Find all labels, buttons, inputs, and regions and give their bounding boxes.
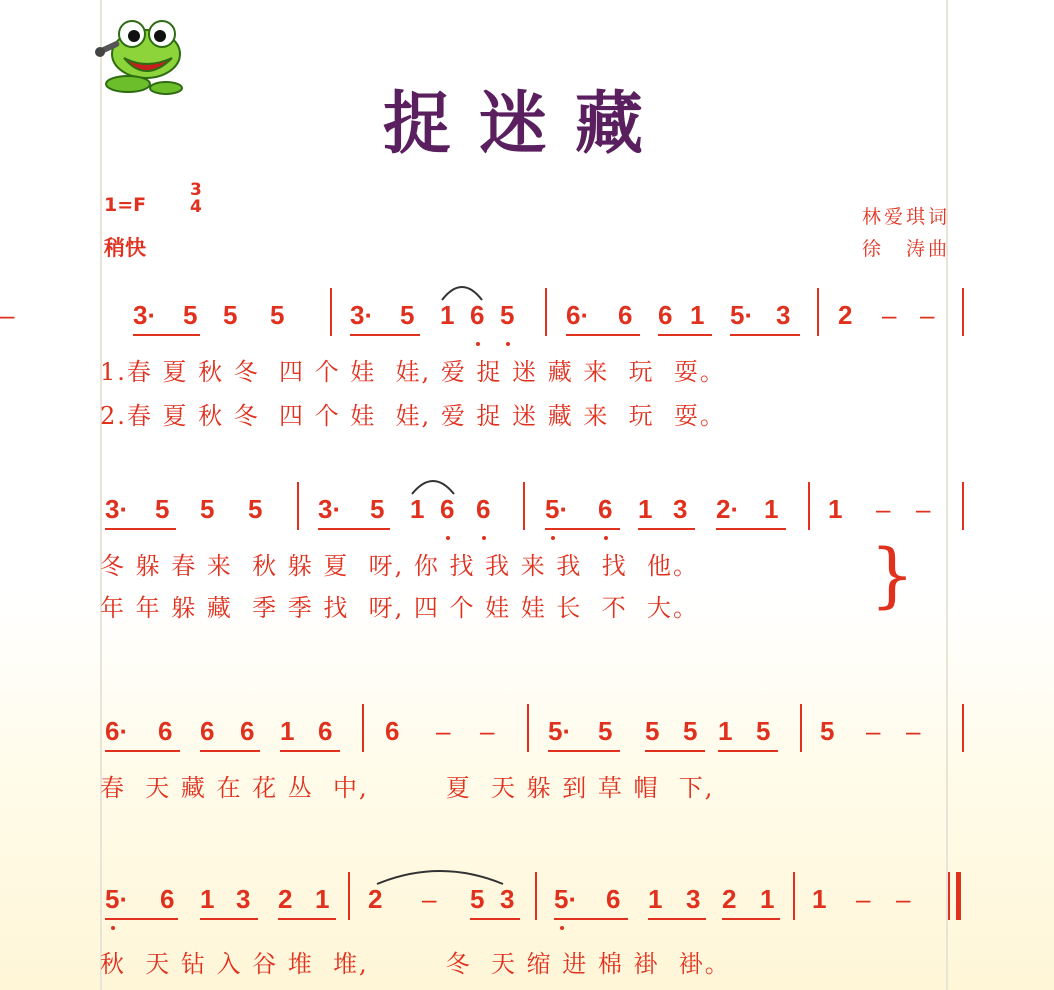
beam-underline [105, 918, 178, 920]
jianpu-note: 6 [318, 716, 333, 746]
bar-line [297, 482, 299, 530]
jianpu-note: 6 [598, 494, 613, 524]
bar-line [817, 288, 819, 336]
jianpu-note: 5 [683, 716, 698, 746]
jianpu-note: 5 [400, 300, 415, 330]
jianpu-note: 5 [500, 300, 515, 330]
beam-underline [318, 528, 390, 530]
sustain-dash: – [876, 494, 891, 524]
jianpu-note: 6 [606, 884, 621, 914]
jianpu-note: 5 [200, 494, 215, 524]
slur-tie [410, 474, 456, 496]
jianpu-note: 5 [470, 884, 485, 914]
song-title: 捉迷藏 [382, 85, 671, 164]
lyricist-credit: 林爱琪词 [862, 206, 951, 228]
jianpu-note: 6· [105, 716, 129, 746]
beam-underline [200, 918, 258, 920]
jianpu-note: 3· [133, 300, 157, 330]
beam-underline [470, 918, 520, 920]
sustain-dash: – [436, 716, 451, 746]
beam-underline [105, 750, 180, 752]
low-octave-dot [111, 926, 115, 930]
sustain-dash: – [916, 494, 931, 524]
lyric-line: 1.春 夏 秋 冬 四 个 娃 娃, 爱 捉 迷 藏 来 玩 耍。 [100, 358, 726, 386]
lyric-line: 春 天 藏 在 花 丛 中, 夏 天 躲 到 草 帽 下, [100, 774, 715, 802]
jianpu-note: 6 [658, 300, 673, 330]
jianpu-note: 1 [280, 716, 295, 746]
jianpu-note: 1 [638, 494, 653, 524]
jianpu-note: 6 [160, 884, 175, 914]
jianpu-note: 1 [764, 494, 779, 524]
beam-underline [350, 334, 420, 336]
jianpu-note: 5· [730, 300, 754, 330]
jianpu-note: 6 [476, 494, 491, 524]
final-bar-line-thick [956, 872, 961, 920]
jianpu-note: 3 [500, 884, 515, 914]
bar-line [527, 704, 529, 752]
bar-line [362, 704, 364, 752]
beam-underline [554, 918, 628, 920]
beam-underline [548, 750, 620, 752]
jianpu-note: 3 [776, 300, 791, 330]
jianpu-note: 3 [673, 494, 688, 524]
jianpu-note: 1 [812, 884, 827, 914]
beam-underline [722, 918, 780, 920]
slur-tie [440, 280, 484, 302]
slur-tie [375, 864, 505, 886]
lyric-line: 冬 躲 春 来 秋 躲 夏 呀, 你 找 我 来 我 找 他。 [100, 552, 699, 580]
beam-underline [658, 334, 712, 336]
beam-underline [105, 528, 176, 530]
jianpu-note: 1 [690, 300, 705, 330]
final-bar-line-thin [948, 872, 950, 920]
beam-underline [645, 750, 705, 752]
bar-line [962, 288, 964, 336]
jianpu-note: 3· [105, 494, 129, 524]
verse-brace: } [870, 534, 915, 616]
jianpu-note: 5 [756, 716, 771, 746]
low-octave-dot [476, 342, 480, 346]
jianpu-note: 3 [236, 884, 251, 914]
sustain-dash: – [882, 300, 897, 330]
jianpu-note: 5 [645, 716, 660, 746]
beam-underline [566, 334, 640, 336]
jianpu-note: 6 [440, 494, 455, 524]
bar-line [535, 872, 537, 920]
jianpu-note: 6 [200, 716, 215, 746]
jianpu-note: 3· [350, 300, 374, 330]
beam-underline [278, 918, 336, 920]
jianpu-note: 5 [270, 300, 285, 330]
jianpu-note: 2 [838, 300, 853, 330]
jianpu-note: 6 [158, 716, 173, 746]
beam-underline [716, 528, 786, 530]
jianpu-note: 6· [566, 300, 590, 330]
sustain-dash: – [422, 884, 437, 914]
beam-underline [730, 334, 800, 336]
jianpu-note: 5· [105, 884, 129, 914]
lyric-line: 年 年 躲 藏 季 季 找 呀, 四 个 娃 娃 长 不 大。 [100, 594, 699, 622]
bar-line [800, 704, 802, 752]
sustain-dash: – [896, 884, 911, 914]
jianpu-note: 1 [760, 884, 775, 914]
jianpu-note: 6 [470, 300, 485, 330]
jianpu-note: 1 [440, 300, 455, 330]
bar-line [962, 482, 964, 530]
beam-underline [718, 750, 778, 752]
jianpu-note: 2 [368, 884, 383, 914]
low-octave-dot [551, 536, 555, 540]
lyric-line: 2.春 夏 秋 冬 四 个 娃 娃, 爱 捉 迷 藏 来 玩 耍。 [100, 402, 726, 430]
jianpu-note: 5· [545, 494, 569, 524]
time-signature-bottom: 4 [190, 197, 202, 217]
jianpu-note: 1 [410, 494, 425, 524]
jianpu-note: 3· [318, 494, 342, 524]
bar-line [348, 872, 350, 920]
key-signature: 1=F [104, 194, 147, 216]
sustain-dash: – [856, 884, 871, 914]
bar-line [793, 872, 795, 920]
beam-underline [648, 918, 706, 920]
jianpu-note: 5 [820, 716, 835, 746]
jianpu-note: 5 [155, 494, 170, 524]
jianpu-note: 5· [548, 716, 572, 746]
bar-line [545, 288, 547, 336]
jianpu-note: 5 [598, 716, 613, 746]
time-signature-top: 3 [190, 180, 202, 200]
sustain-dash: – [0, 300, 15, 330]
jianpu-note: 1 [828, 494, 843, 524]
sustain-dash: – [480, 716, 495, 746]
beam-underline [133, 334, 200, 336]
beam-underline [200, 750, 260, 752]
low-octave-dot [482, 536, 486, 540]
time-signature [190, 182, 202, 216]
low-octave-dot [446, 536, 450, 540]
bar-line [808, 482, 810, 530]
bar-line [523, 482, 525, 530]
jianpu-note: 5 [223, 300, 238, 330]
beam-underline [280, 750, 340, 752]
jianpu-note: 1 [718, 716, 733, 746]
jianpu-note: 2· [716, 494, 740, 524]
jianpu-note: 6 [618, 300, 633, 330]
jianpu-note: 5 [248, 494, 263, 524]
jianpu-note: 6 [385, 716, 400, 746]
jianpu-note: 6 [240, 716, 255, 746]
beam-underline [545, 528, 620, 530]
lyric-line: 秋 天 钻 入 谷 堆 堆, 冬 天 缩 进 棉 褂 褂。 [100, 950, 731, 978]
jianpu-note: 5· [554, 884, 578, 914]
bar-line [962, 704, 964, 752]
jianpu-note: 1 [315, 884, 330, 914]
bar-line [330, 288, 332, 336]
sustain-dash: – [920, 300, 935, 330]
low-octave-dot [506, 342, 510, 346]
jianpu-note: 2 [722, 884, 737, 914]
jianpu-note: 5 [183, 300, 198, 330]
jianpu-note: 1 [648, 884, 663, 914]
beam-underline [638, 528, 695, 530]
sustain-dash: – [906, 716, 921, 746]
composer-credit: 徐 涛曲 [862, 238, 951, 260]
sustain-dash: – [866, 716, 881, 746]
tempo-marking: 稍快 [104, 236, 146, 260]
jianpu-note: 3 [686, 884, 701, 914]
jianpu-note: 2 [278, 884, 293, 914]
jianpu-note: 1 [200, 884, 215, 914]
low-octave-dot [560, 926, 564, 930]
jianpu-note: 5 [370, 494, 385, 524]
low-octave-dot [604, 536, 608, 540]
